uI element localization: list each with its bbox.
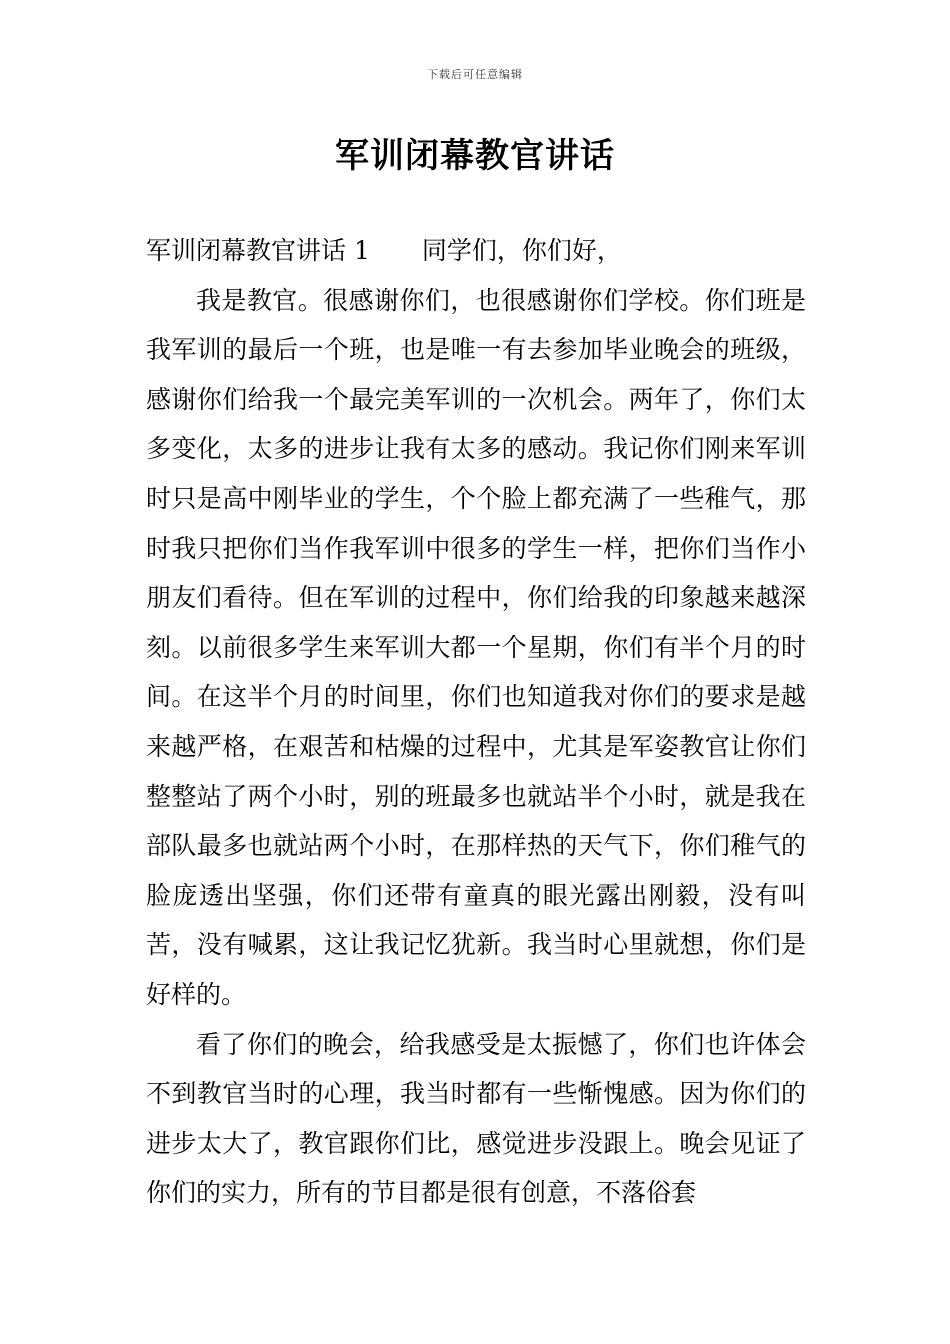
paragraph-1: 我是教官。很感谢你们，也很感谢你们学校。你们班是我军训的最后一个班，也是唯一有去参加毕业晚会的班级，感谢你们给我一个最完美军训的一次机会。两年了，你们太多变化，太多的进步让我有太多的感动。我记你们刚来军训时只是高中刚毕业的学生，个个脸上都充满了一些稚气，那时我只把你们当作我军训中很多的学生一样，把你们当作小朋友们看待。但在军训的过程中，你们给我的印象越来越深刻。以前很多学生来军训大都一个星期，你们有半个月的时间。在这半个月的时间里，你们也知道我对你们的要求是越来越严格，在艰苦和枯燥的过程中，尤其是军姿教官让你们整整站了两个小时，别的班最多也就站半个小时，就是我在部队最多也就站两个小时，在那样热的天气下，你们稚气的脸庞透出坚强，你们还带有童真的眼光露出刚毅，没有叫苦，没有喊累，这让我记忆犹新。我当时心里就想，你们是好样的。 — [146, 285, 806, 1009]
greeting-text: 同学们，你们好， — [421, 236, 622, 265]
first-line — [146, 226, 806, 276]
paragraph-2: 看了你们的晚会，给我感受是太振憾了，你们也许体会不到教官当时的心理，我当时都有一些惭愧感。因为你们的进步太大了，教官跟你们比，感觉进步没跟上。晚会见证了你们的实力，所有的节目都是很有创意，不落俗套 — [146, 1029, 806, 1208]
section-heading: 军训闭幕教官讲话 1 — [146, 236, 370, 265]
header-note: 下载后可任意编辑 — [427, 68, 523, 81]
document-title: 军训闭幕教官讲话 — [335, 136, 615, 176]
document-body — [146, 226, 806, 1218]
